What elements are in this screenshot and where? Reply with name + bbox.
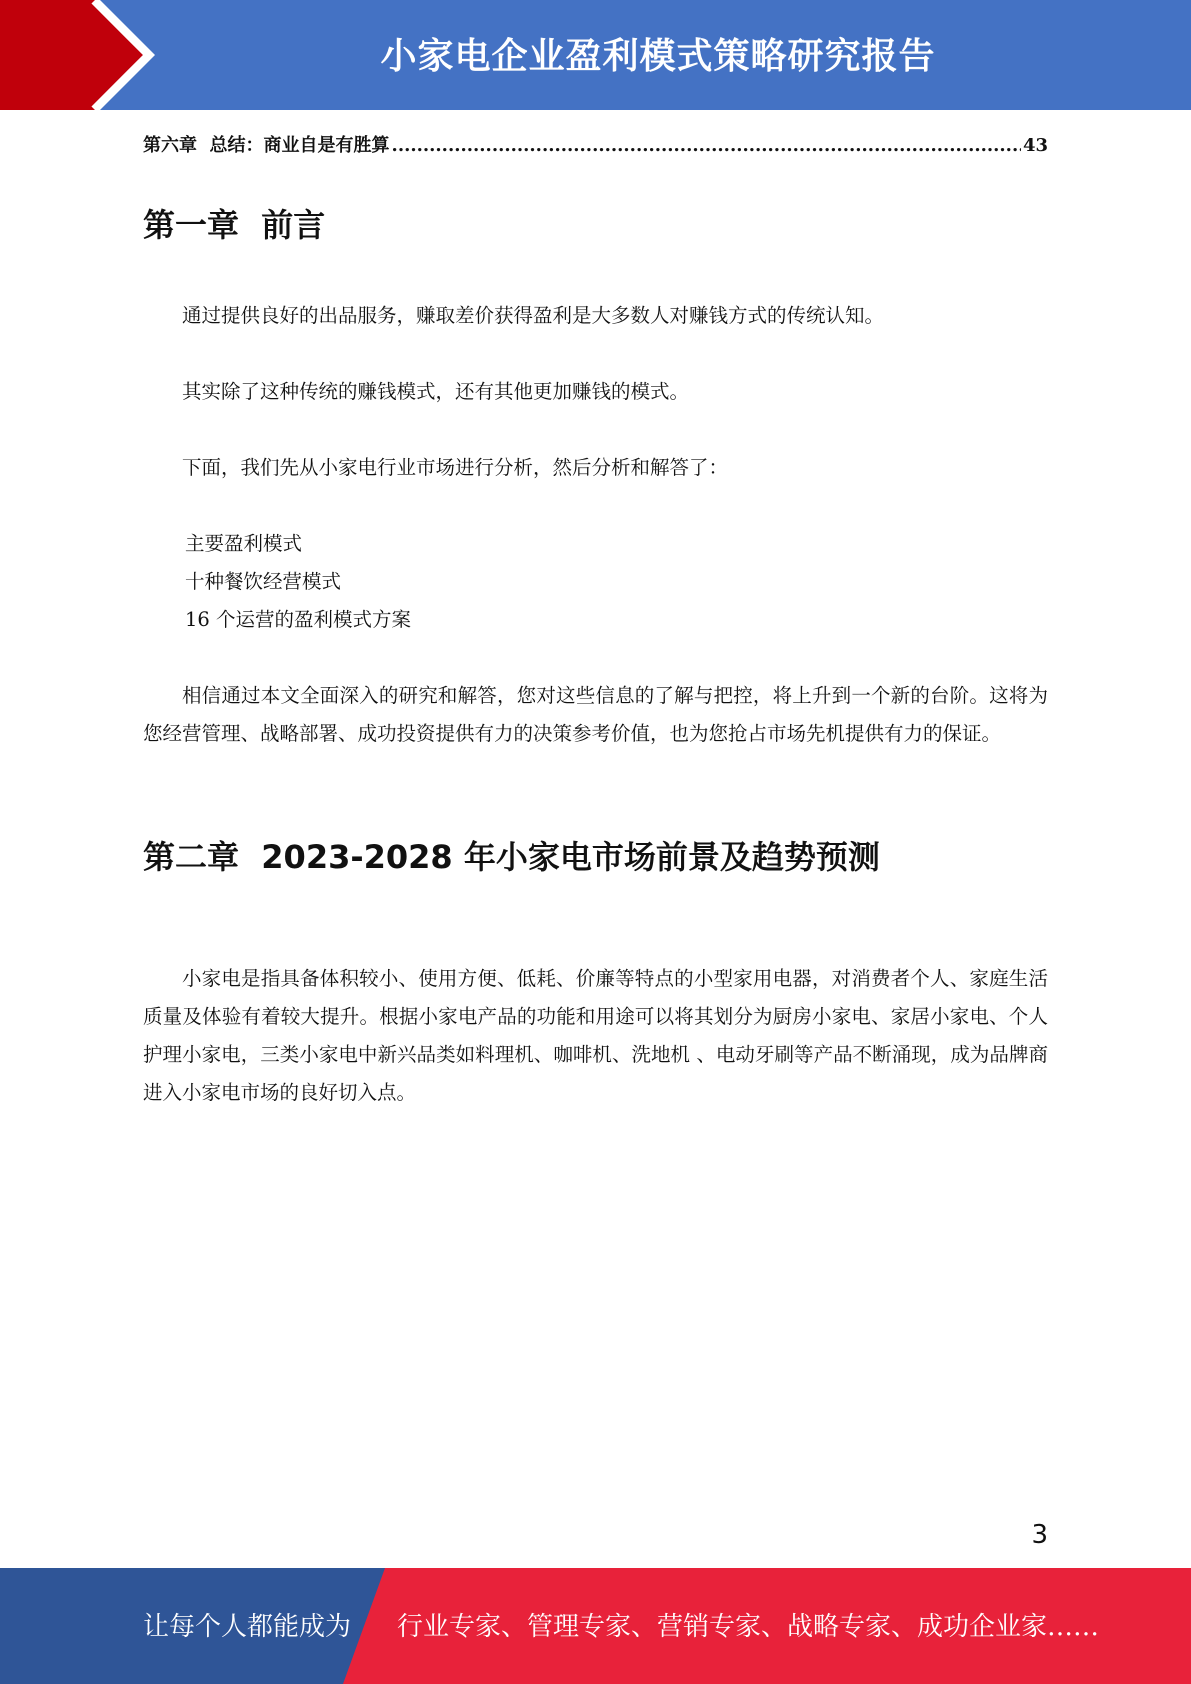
- chapter1-heading: 第一章 前言: [143, 206, 326, 244]
- chapter2-heading: 第二章 2023-2028 年小家电市场前景及趋势预测: [143, 838, 880, 876]
- toc-entry[interactable]: [143, 131, 1048, 157]
- list-item: 十种餐饮经营模式: [185, 570, 342, 593]
- footer-slogan-left: 让每个人都能成为: [143, 1612, 352, 1642]
- report-title: 小家电企业盈利模式策略研究报告: [380, 36, 936, 77]
- chapter2-paragraph: 小家电是指具备体积较小、使用方便、低耗、价廉等特点的小型家用电器，对消费者个人、家庭生活质量及体验有着较大提升。根据小家电产品的功能和用途可以将其划分为厨房小家电、家居小家电、个人护理小家电，三类小家电中新兴品类如料理机、咖啡机、洗地机 、电动牙刷等产品不断涌现，成为品牌商进入小家电市场的良好切入点。: [143, 967, 1048, 1104]
- chapter1-paragraph: 下面，我们先从小家电行业市场进行分析，然后分析和解答了：: [182, 456, 729, 479]
- page-number: 3: [1031, 1520, 1048, 1550]
- footer-band: [0, 1568, 1191, 1684]
- chapter1-paragraph: 通过提供良好的出品服务，赚取差价获得盈利是大多数人对赚钱方式的传统认知。: [182, 304, 885, 327]
- chapter1-paragraph: 其实除了这种传统的赚钱模式，还有其他更加赚钱的模式。: [182, 380, 690, 403]
- footer-slogan-right: 行业专家、管理专家、营销专家、战略专家、成功企业家……: [397, 1612, 1100, 1642]
- list-item: 主要盈利模式: [185, 532, 303, 555]
- toc-entry-label: 第六章 总结：商业自是有胜算: [143, 135, 390, 156]
- toc-entry-page: 43: [1022, 135, 1048, 156]
- toc-leader-dots: [392, 135, 1021, 156]
- list-item: 16 个运营的盈利模式方案: [185, 608, 412, 631]
- chapter1-closing-paragraph: 相信通过本文全面深入的研究和解答，您对这些信息的了解与把控，将上升到一个新的台阶。这将为您经营管理、战略部署、成功投资提供有力的决策参考价值，也为您抢占市场先机提供有力的保证。: [143, 684, 1048, 745]
- header-band: [0, 0, 1191, 110]
